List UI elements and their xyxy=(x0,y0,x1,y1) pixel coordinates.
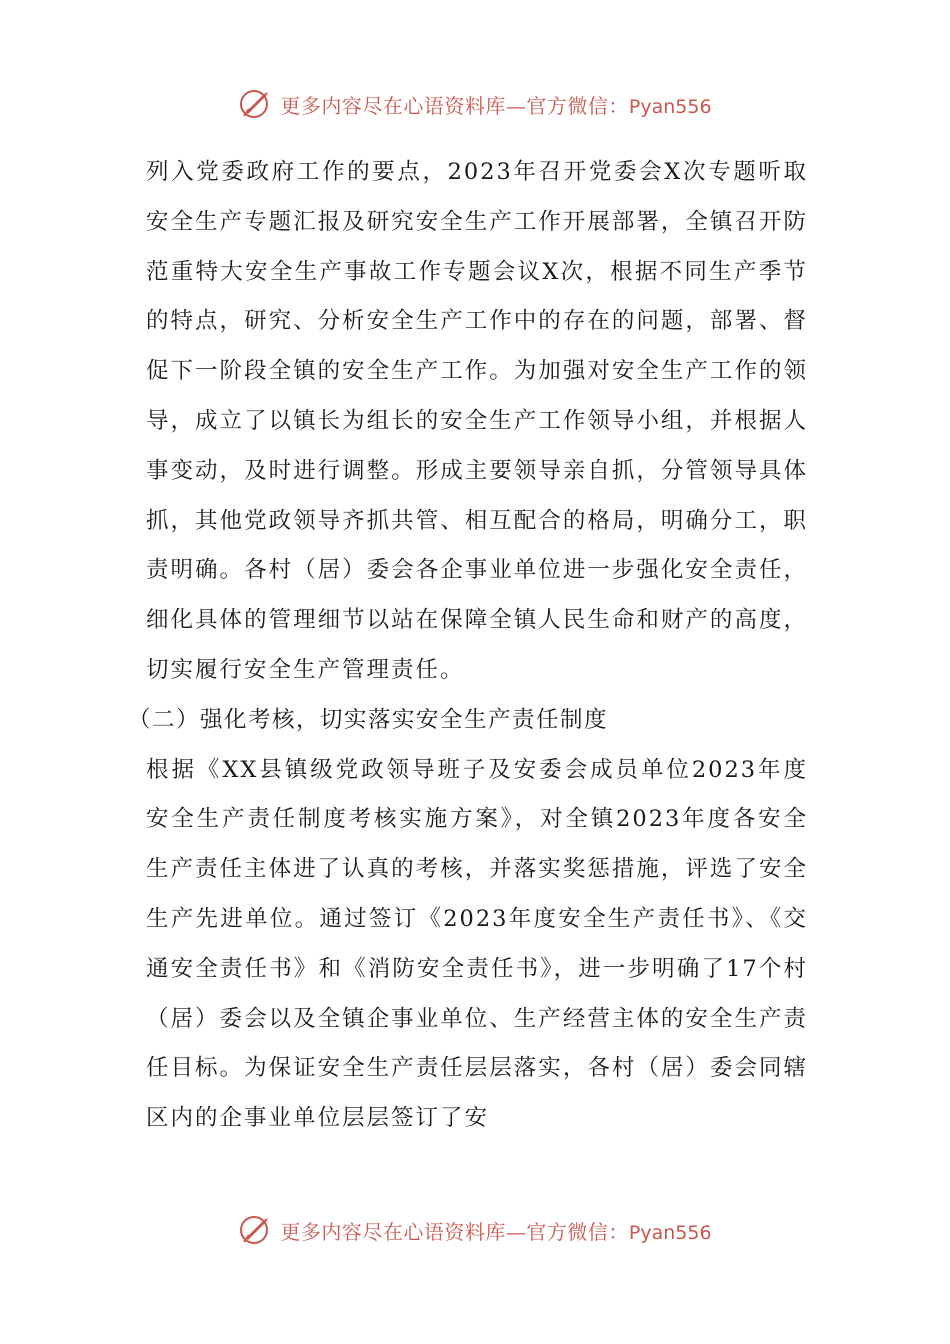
watermark-text: 更多内容尽在心语资料库—官方微信：Pyan556 xyxy=(280,93,712,118)
document-body xyxy=(128,148,808,1144)
watermark-text: 更多内容尽在心语资料库—官方微信：Pyan556 xyxy=(280,1219,712,1244)
paragraph-2: 根据《XX县镇级党政领导班子及安委会成员单位2023年度安全生产责任制度考核实施方案》，对全镇2023年度各安全生产责任主体进了认真的考核，并落实奖惩措施，评选了安全生产先进单位。通过签订《2023年度安全生产责任书》、《交通安全责任书》和《消防安全责任书》，进一步明确了17个村（居）委会以及全镇企事业单位、生产经营主体的安全生产责任目标。为保证安全生产责任层层落实，各村（居）委会同辖区内的企事业单位层层签订了安 xyxy=(146,756,808,1132)
paragraph-1: 列入党委政府工作的要点，2023年召开党委会X次专题听取安全生产专题汇报及研究安全生产工作开展部署，全镇召开防范重特大安全生产事故工作专题会议X次，根据不同生产季节的特点，研究、分析安全生产工作中的存在的问题，部署、督促下一阶段全镇的安全生产工作。为加强对安全生产工作的领导，成立了以镇长为组长的安全生产工作领导小组，并根据人事变动，及时进行调整。形成主要领导亲自抓，分管领导具体抓，其他党政领导齐抓共管、相互配合的格局，明确分工，职责明确。各村（居）委会各企事业单位进一步强化安全责任，细化具体的管理细节以站在保障全镇人民生命和财产的高度，切实履行安全生产管理责任。 xyxy=(146,159,808,683)
quill-pen-logo-icon xyxy=(238,86,274,122)
section-heading: （二）强化考核，切实落实安全生产责任制度 xyxy=(128,706,609,733)
header-watermark xyxy=(0,84,950,124)
quill-pen-logo-icon xyxy=(238,1212,274,1248)
footer-watermark xyxy=(0,1210,950,1250)
